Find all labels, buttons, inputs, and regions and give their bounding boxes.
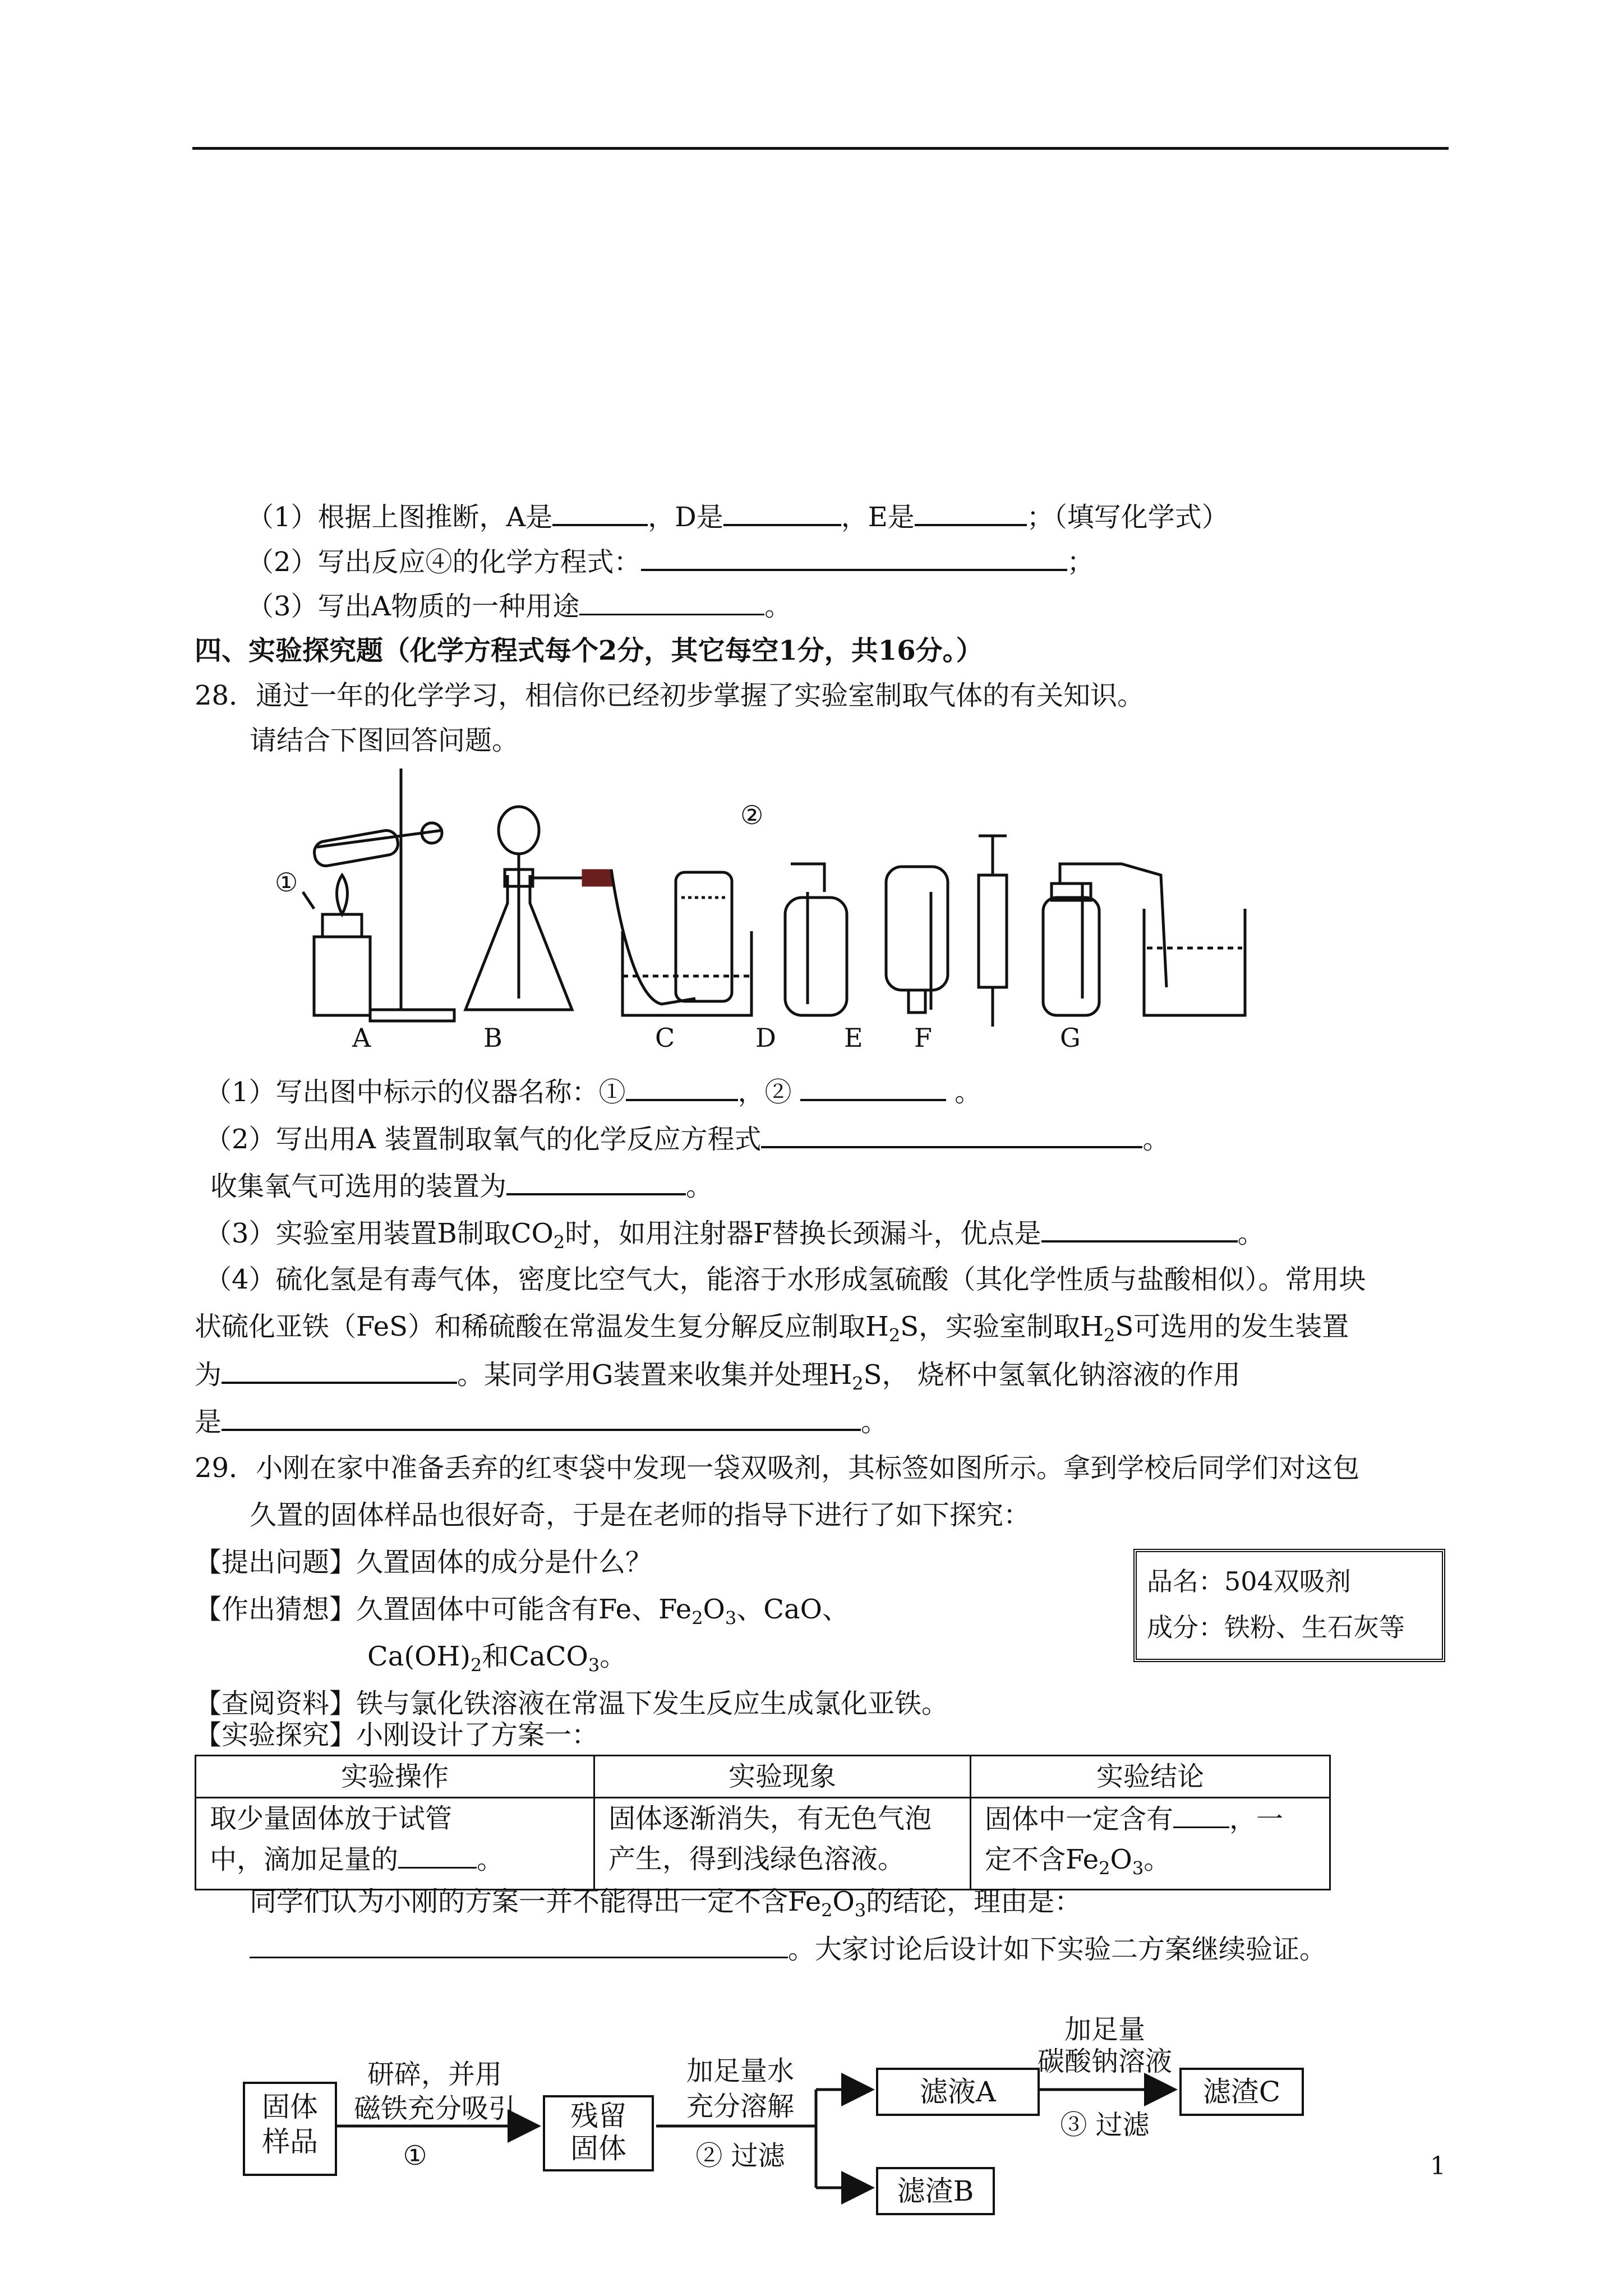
answer-blank[interactable] bbox=[398, 1839, 477, 1869]
q27-part2: （2）写出反应④的化学方程式： ； bbox=[247, 544, 1094, 579]
flow-box-filtrate-a: 滤液A bbox=[876, 2068, 1040, 2116]
answer-blank[interactable] bbox=[761, 1121, 1142, 1148]
apparatus-label-c: C bbox=[655, 1023, 675, 1053]
q28-stem-2: 请结合下图回答问题。 bbox=[250, 725, 519, 756]
answer-blank[interactable] bbox=[800, 1074, 946, 1101]
apparatus-label-d: D bbox=[755, 1023, 776, 1053]
flow-step1-top1: 研碎，并用 bbox=[367, 2059, 502, 2090]
table-header: 实验操作 bbox=[196, 1756, 594, 1798]
apparatus-figure bbox=[269, 763, 1312, 1043]
flow-step1-num: ① bbox=[403, 2140, 427, 2171]
q29-after-1: 同学们认为小刚的方案一并不能得出一定不含$Fe_2O_3$的结论，理由是： bbox=[250, 1886, 1082, 1921]
product-label bbox=[1133, 1549, 1445, 1662]
q29-info: 【查阅资料】铁与氯化铁溶液在常温下发生反应生成氯化亚铁。 bbox=[195, 1688, 949, 1719]
answer-blank[interactable] bbox=[626, 1074, 738, 1101]
apparatus-label-g: G bbox=[1060, 1023, 1081, 1053]
flow-box-sample: 固体样品 bbox=[243, 2082, 337, 2176]
q29-explore: 【实验探究】小刚设计了方案一： bbox=[195, 1719, 599, 1751]
q28-part4-line1: （4）硫化氢是有毒气体，密度比空气大，能溶于水形成氢硫酸（其化学性质与盐酸相似）。常用块 bbox=[205, 1264, 1366, 1295]
q29-after-2: 。大家讨论后设计如下实验二方案继续验证。 bbox=[250, 1932, 1326, 1966]
flow-step2-bottom: ② 过滤 bbox=[695, 2140, 785, 2171]
table-header: 实验现象 bbox=[594, 1756, 971, 1798]
answer-blank[interactable] bbox=[579, 589, 764, 615]
answer-blank[interactable] bbox=[915, 499, 1027, 526]
answer-blank[interactable] bbox=[641, 544, 1067, 571]
answer-blank[interactable] bbox=[723, 499, 841, 526]
experiment-table bbox=[195, 1755, 1331, 1890]
q28-part2: （2）写出用A 装置制取氧气的化学反应方程式 。 bbox=[205, 1121, 1169, 1156]
apparatus-label-b: B bbox=[483, 1023, 502, 1053]
q28-part1: （1）写出图中标示的仪器名称：① ，② 。 bbox=[205, 1074, 981, 1109]
flow-step2-top1: 加足量水 bbox=[686, 2055, 794, 2087]
flow-step3-bottom: ③ 过滤 bbox=[1060, 2109, 1150, 2141]
q28-part4-line4: 是 。 bbox=[195, 1404, 888, 1439]
q28-part3: （3）实验室用装置B制取$CO_2$时，如用注射器F替换长颈漏斗，优点是 。 bbox=[205, 1216, 1265, 1259]
answer-blank[interactable] bbox=[1173, 1798, 1229, 1828]
apparatus-label-e: E bbox=[844, 1023, 863, 1053]
flow-step1-top2: 磁铁充分吸引 bbox=[353, 2093, 515, 2124]
answer-blank[interactable] bbox=[222, 1404, 861, 1431]
flow-step2-top2: 充分溶解 bbox=[686, 2091, 794, 2122]
flow-box-residue-c: 滤渣C bbox=[1179, 2068, 1304, 2116]
page-number: 1 bbox=[1430, 2152, 1446, 2180]
answer-blank[interactable] bbox=[1041, 1216, 1238, 1243]
answer-blank[interactable] bbox=[222, 1357, 457, 1384]
q29-guess-line2: $Ca(OH)_2$和CaCO$_3$。 bbox=[367, 1641, 627, 1676]
q28-part2b: 收集氧气可选用的装置为 。 bbox=[210, 1168, 713, 1203]
table-cell-operation: 取少量固体放于试管 中，滴加足量的 。 bbox=[196, 1798, 594, 1890]
answer-blank[interactable] bbox=[552, 499, 648, 526]
answer-blank[interactable] bbox=[250, 1932, 788, 1958]
apparatus-label-a: A bbox=[352, 1023, 371, 1053]
table-cell-conclusion: 固体中一定含有 ，一 定不含$Fe_2O_3$。 bbox=[971, 1798, 1330, 1890]
answer-blank[interactable] bbox=[506, 1168, 686, 1195]
section-4-title: 四、实验探究题（化学方程式每个2分，其它每空1分，共16分。） bbox=[195, 635, 983, 666]
q28-part4-line3: 为 。某同学用G装置来收集并处理$H_2S$， 烧杯中氢氧化钠溶液的作用 bbox=[195, 1357, 1241, 1401]
table-row bbox=[196, 1798, 1330, 1890]
q28-stem: 28．通过一年的化学学习，相信你已经初步掌握了实验室制取气体的有关知识。 bbox=[195, 680, 1145, 711]
q28-part4-line2: 状硫化亚铁（FeS）和稀硫酸在常温发生复分解反应制取$H_2S$，实验室制取$H_2S$可选用的发生装置 bbox=[195, 1311, 1349, 1346]
table-header: 实验结论 bbox=[971, 1756, 1330, 1798]
q27-part1: （1）根据上图推断，A是 ，D是 ，E是 ；（填写化学式） bbox=[247, 499, 1229, 534]
q29-stem-2: 久置的固体样品也很好奇，于是在老师的指导下进行了如下探究： bbox=[250, 1499, 1031, 1531]
label-composition: 成分：铁粉、生石灰等 bbox=[1147, 1612, 1405, 1642]
marker-1: ① bbox=[275, 867, 298, 898]
q27-part3: （3）写出A物质的一种用途 。 bbox=[247, 589, 791, 623]
flow-step3-top2: 碳酸钠溶液 bbox=[1037, 2046, 1172, 2077]
apparatus-label-f: F bbox=[914, 1023, 932, 1053]
label-name: 品名：504双吸剂 bbox=[1147, 1566, 1351, 1596]
q29-question: 【提出问题】久置固体的成分是什么？ bbox=[195, 1547, 653, 1578]
flow-box-residue: 残留固体 bbox=[543, 2095, 654, 2171]
q29-stem: 29．小刚在家中准备丢弃的红枣袋中发现一袋双吸剂，其标签如图所示。拿到学校后同学们对这包 bbox=[195, 1452, 1360, 1484]
table-cell-phenomenon: 固体逐渐消失，有无色气泡 产生，得到浅绿色溶液。 bbox=[594, 1798, 971, 1890]
flow-step3-top1: 加足量 bbox=[1064, 2014, 1145, 2045]
q29-guess-line1: 【作出猜想】久置固体中可能含有Fe、$Fe_2O_3$、CaO、 bbox=[195, 1594, 849, 1629]
marker-2: ② bbox=[740, 800, 764, 830]
header-rule bbox=[192, 147, 1449, 150]
flow-box-residue-b: 滤渣B bbox=[876, 2167, 995, 2215]
